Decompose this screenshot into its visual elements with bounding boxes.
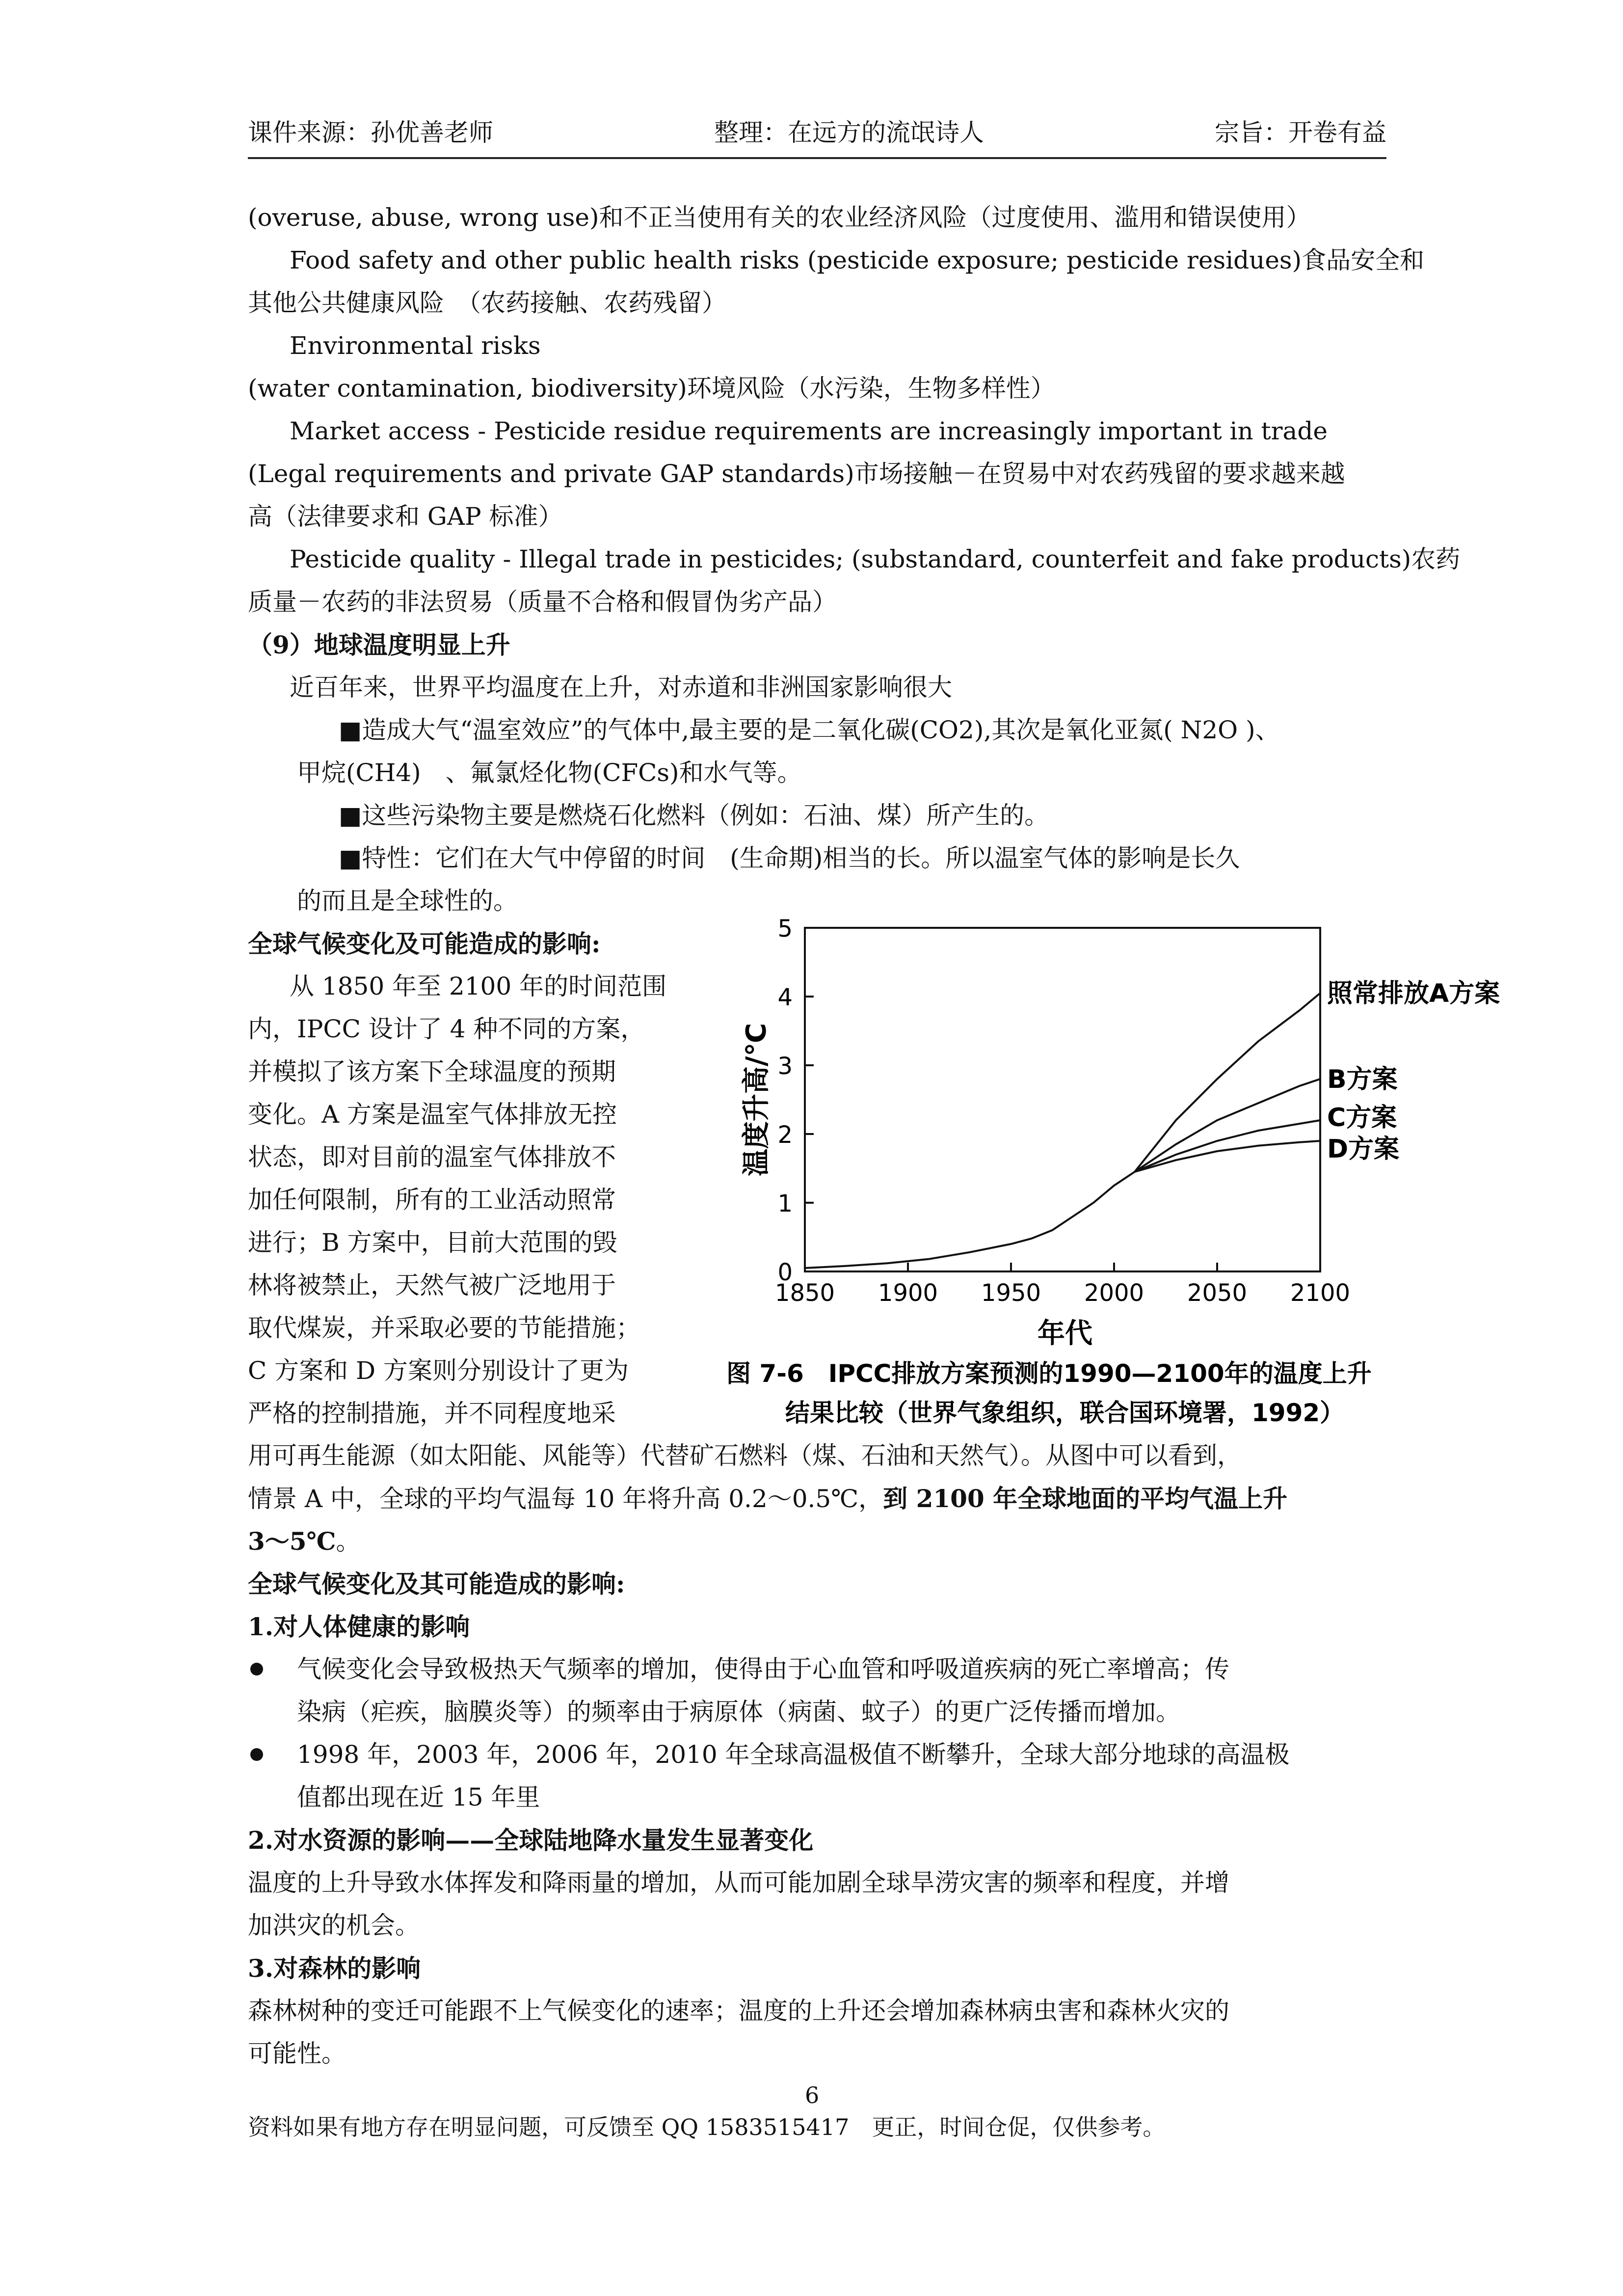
- chart-xlabel: 年代: [1038, 1318, 1092, 1350]
- page-header: [248, 113, 1386, 159]
- chart-series-line-historical: [805, 1172, 1135, 1268]
- bullet-dot: [250, 1663, 263, 1675]
- impact-forest-heading: 3.对森林的影响: [248, 1954, 421, 1983]
- section9-bullet-lifetime: ■特性：它们在大气中停留的时间 (生命期)相当的长。所以温室气体的影响是长久: [339, 844, 1240, 872]
- temperature-chart: [717, 903, 1551, 1463]
- chart-x-tick-label: 1850: [774, 1279, 835, 1307]
- impact-health-item2-cont: 值都出现在近 15 年里: [297, 1783, 540, 1811]
- impact-water-text: 温度的上升导致水体挥发和降雨量的增加，从而可能加剧全球旱涝灾害的频率和程度，并增: [248, 1868, 1229, 1897]
- chart-series-label: B方案: [1327, 1065, 1398, 1094]
- para-food-safety-cont: 其他公共健康风险 （农药接触、农药残留）: [248, 289, 726, 317]
- climate-fulltext-2-bold: 到 2100 年全球地面的平均气温上升: [883, 1484, 1288, 1513]
- climate-text-line: 并模拟了该方案下全球温度的预期: [248, 1057, 616, 1086]
- climate-fulltext-3-normal: 。: [336, 1527, 361, 1556]
- climate-text-line: 从 1850 年至 2100 年的时间范围: [290, 972, 667, 1000]
- climate-fulltext-2-normal: 情景 A 中，全球的平均气温每 10 年将升高 0.2～0.5℃，: [248, 1485, 883, 1513]
- footer-note: 资料如果有地方存在明显问题，可反馈至 QQ 1583515417 更正，时间仓促，仅供参考。: [248, 2114, 1166, 2140]
- chart-caption-line1: 图 7-6 IPCC排放方案预测的1990—2100年的温度上升: [726, 1359, 1372, 1388]
- chart-x-tick-label: 1950: [981, 1279, 1041, 1307]
- section9-bullet-lifetime-cont: 的而且是全球性的。: [297, 887, 518, 915]
- chart-x-tick-label: 2050: [1187, 1279, 1248, 1307]
- climate-text-line: 内，IPCC 设计了 4 种不同的方案，: [248, 1015, 645, 1043]
- para-market-access: Market access - Pesticide residue requirements are increasingly important in trade: [290, 417, 1328, 445]
- climate-text-line: 进行；B 方案中，目前大范围的毁: [248, 1228, 617, 1257]
- header-editor: 整理：在远方的流氓诗人: [714, 118, 984, 147]
- bullet-dot: [250, 1748, 263, 1761]
- chart-x-tick-label: 1900: [878, 1279, 938, 1307]
- chart-caption-line2: 结果比较（世界气象组织，联合国环境署，1992）: [785, 1399, 1345, 1427]
- chart-x-tick-label: 2000: [1084, 1279, 1144, 1307]
- chart-series-line: [1135, 993, 1320, 1172]
- para-pesticide-quality: Pesticide quality - Illegal trade in pesticides; (substandard, counterfeit and fake products)农药: [290, 545, 1461, 573]
- para-environmental: Environmental risks: [290, 331, 541, 360]
- climate-text-line: 林将被禁止，天然气被广泛地用于: [248, 1271, 616, 1299]
- climate-text-line: 加任何限制，所有的工业活动照常: [248, 1186, 616, 1214]
- climate-fulltext-3-bold: 3～5℃: [248, 1527, 336, 1556]
- chart-y-tick-label: 4: [777, 984, 793, 1011]
- chart-plot-frame: [805, 928, 1320, 1271]
- impact-water-text-cont: 加洪灾的机会。: [248, 1911, 420, 1940]
- chart-y-tick-label: 3: [777, 1053, 793, 1080]
- impact-health-item2: 1998 年，2003 年，2006 年，2010 年全球高温极值不断攀升，全球大部分地球的高温极: [297, 1740, 1290, 1769]
- para-environmental-cont: (water contamination, biodiversity)环境风险（水污染，生物多样性）: [248, 374, 1055, 403]
- chart-y-tick-label: 2: [777, 1121, 793, 1149]
- climate-text-line: 取代煤炭，并采取必要的节能措施；: [248, 1314, 640, 1342]
- climate-text-line: C 方案和 D 方案则分别设计了更为: [248, 1356, 629, 1385]
- para-overuse: (overuse, abuse, wrong use)和不正当使用有关的农业经济风险（过度使用、滥用和错误使用）: [248, 203, 1311, 232]
- impact-health-heading: 1.对人体健康的影响: [248, 1612, 470, 1641]
- chart-x-tick-label: 2100: [1290, 1279, 1351, 1307]
- section9-heading: （9）地球温度明显上升: [248, 630, 510, 659]
- climate-text-line: 变化。A 方案是温室气体排放无控: [248, 1100, 617, 1129]
- section9-bullet-sources: ■这些污染物主要是燃烧石化燃料（例如：石油、煤）所产生的。: [339, 801, 1049, 830]
- header-motto: 宗旨：开卷有益: [1215, 118, 1386, 147]
- chart-series-line: [1135, 1141, 1320, 1172]
- impact-forest-text-cont: 可能性。: [248, 2039, 346, 2068]
- chart-y-tick-label: 1: [777, 1190, 793, 1217]
- header-source: 课件来源：孙优善老师: [248, 118, 493, 147]
- section9-intro: 近百年来，世界平均温度在上升，对赤道和非洲国家影响很大: [290, 673, 952, 702]
- section9-bullet-gases-cont: 甲烷(CH4) 、氟氯烃化物(CFCs)和水气等。: [297, 758, 802, 787]
- climate-heading: 全球气候变化及可能造成的影响:: [248, 929, 601, 958]
- chart-series-label: 照常排放A方案: [1327, 979, 1500, 1008]
- para-food-safety: Food safety and other public health risks (pesticide exposure; pesticide residues)食品安全和: [290, 246, 1425, 274]
- climate-text-line: 状态，即对目前的温室气体排放不: [248, 1143, 616, 1171]
- chart-y-tick-label: 0: [777, 1259, 793, 1286]
- para-pesticide-quality-cont: 质量－农药的非法贸易（质量不合格和假冒伪劣产品）: [248, 588, 837, 616]
- impacts-heading: 全球气候变化及其可能造成的影响:: [248, 1569, 625, 1598]
- impact-forest-text: 森林树种的变迁可能跟不上气候变化的速率；温度的上升还会增加森林病虫害和森林火灾的: [248, 1997, 1229, 2025]
- climate-fulltext-3: [248, 1520, 361, 1563]
- impact-water-heading: 2.对水资源的影响——全球陆地降水量发生显著变化: [248, 1826, 814, 1855]
- chart-series-label: D方案: [1327, 1134, 1400, 1164]
- impact-health-item1: 气候变化会导致极热天气频率的增加，使得由于心血管和呼吸道疾病的死亡率增高；传: [297, 1655, 1229, 1683]
- climate-fulltext-2: [248, 1477, 1287, 1520]
- chart-ylabel: 温度升高/℃: [741, 1023, 772, 1177]
- para-market-access-cont2: 高（法律要求和 GAP 标准）: [248, 502, 563, 531]
- section9-bullet-gases: ■造成大气“温室效应”的气体中,最主要的是二氧化碳(CO2),其次是氧化亚氮( N2O )、: [339, 716, 1280, 744]
- climate-text-line: 严格的控制措施，并不同程度地采: [248, 1399, 616, 1428]
- para-market-access-cont: (Legal requirements and private GAP standards)市场接触－在贸易中对农药残留的要求越来越: [248, 459, 1345, 488]
- chart-y-tick-label: 5: [777, 915, 793, 943]
- chart-series-label: C方案: [1327, 1103, 1397, 1133]
- temperature-chart-svg: [717, 903, 1551, 1463]
- page-number: 6: [805, 2082, 820, 2108]
- climate-fulltext-1: 用可再生能源（如太阳能、风能等）代替矿石燃料（煤、石油和天然气）。从图中可以看到，: [248, 1441, 1242, 1470]
- impact-health-item1-cont: 染病（疟疾，脑膜炎等）的频率由于病原体（病菌、蚊子）的更广泛传播而增加。: [297, 1698, 1180, 1726]
